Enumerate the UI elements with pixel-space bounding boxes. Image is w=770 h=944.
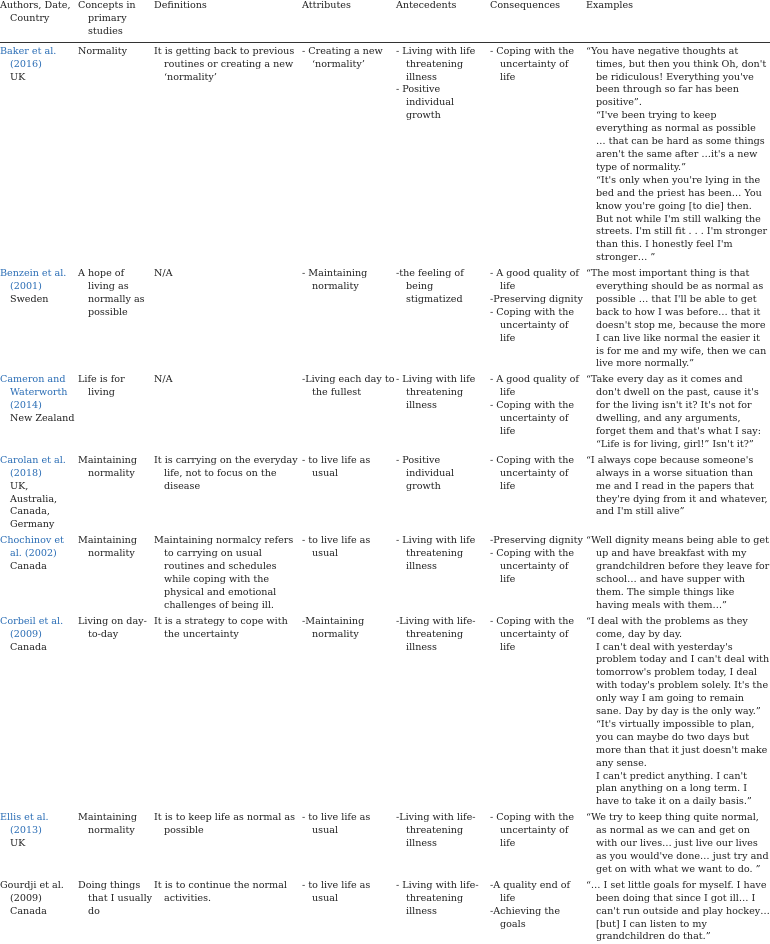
author-country: New Zealand [10,413,75,425]
header-concepts [78,0,154,42]
example-quote: I can't deal with yesterday's problem today and I can't deal with tomorrow's problem today, I deal with today's problem solely. It's the only way I am going to remain sane. Day by day is the only way.” [596,641,770,718]
antecedents-cell [396,452,490,532]
examples-cell [586,371,770,451]
table-header [0,0,770,42]
antecedents-cell [396,371,490,451]
consequence-item: - Coping with the uncertainty of life [490,400,575,437]
example-quote: I can't predict anything. I can't plan anything on a long term. I have to take it on a daily basis.” [596,770,752,808]
author-reference[interactable]: Carolan et al. (2018) [0,454,66,479]
author-reference[interactable]: Ellis et al. (2013) [0,812,49,837]
table-row [0,265,770,371]
table-row [0,532,770,612]
consequence-item: - Coping with the uncertainty of life [490,548,575,585]
examples-cell [586,452,770,532]
table-row [0,613,770,810]
definition-text: N/A [154,374,173,386]
antecedent-item: -Living with life-threatening illness [396,615,476,653]
consequence-item: - Coping with the uncertainty of life [490,615,575,653]
example-quote: “It's virtually impossible to plan, you can maybe do two days but more than that it just doesn't make any sense. [596,718,768,769]
antecedents-cell [396,265,490,371]
definition-text: It is getting back to previous routines or creating a new ‘normality’ [154,45,295,83]
concept-cell [78,42,154,265]
author-reference[interactable]: Benzein et al. (2001) [0,268,67,293]
consequence-item: - A good quality of life [490,268,579,293]
definition-cell [154,452,302,532]
attribute-item: - to live life as usual [302,454,371,479]
attributes-cell [302,613,396,810]
example-quote: “I've been trying to keep everything as normal as possible [596,110,756,135]
author-cell [0,452,78,532]
attribute-item: - to live life as usual [302,879,371,904]
attribute-item: - Creating a new ‘normality’ [302,45,383,70]
consequence-item: - Coping with the uncertainty of life [490,45,575,83]
definition-text: N/A [154,268,173,280]
examples-cell [586,613,770,810]
attribute-item: -Maintaining normality [302,615,365,640]
antecedent-item: - Positive individual growth [396,454,455,492]
antecedent-item: - Living with life threatening illness [396,374,476,412]
example-quote: “We try to keep thing quite normal, as normal as we can and get on with our lives… just live our lives as you would've done… just try and get on with what we want to do. ” [586,812,769,875]
concept-text: Doing things that I usually do [78,879,153,917]
author-country: Canada [10,561,47,573]
table-row [0,809,770,877]
concept-cell [78,613,154,810]
attribute-item: - to live life as usual [302,812,371,837]
author-reference[interactable]: Corbeil et al. (2009) [0,615,64,640]
attribute-item: - Maintaining normality [302,268,368,293]
consequence-item: - Coping with the uncertainty of life [490,454,575,492]
examples-cell [586,42,770,265]
author-country: Canada [10,641,47,653]
author-cell [0,809,78,877]
header-examples-label: Examples [586,0,634,11]
concept-text: Normality [78,45,127,57]
antecedents-cell [396,42,490,265]
consequence-item: -Preserving dignity [490,293,583,305]
header-attributes-label: Attributes [302,0,351,11]
header-authors-label: Authors, Date, Country [0,0,71,24]
table-body [0,42,770,944]
definition-text: Maintaining normalcy refers to carrying on usual routines and schedules while coping with the physical and emotional challenges of being ill. [154,535,294,611]
consequences-cell [490,265,586,371]
consequences-cell [490,452,586,532]
author-cell [0,265,78,371]
header-attributes [302,0,396,42]
antecedent-item: - Living with life threatening illness [396,535,476,573]
attributes-cell [302,265,396,371]
header-antecedents-label: Antecedents [396,0,457,11]
header-definitions-label: Definitions [154,0,207,11]
attributes-cell [302,532,396,612]
consequence-item: -Preserving dignity [490,535,583,547]
concept-text: Maintaining normality [78,535,138,560]
example-quote: “I deal with the problems as they come, day by day. [586,615,748,640]
definition-cell [154,42,302,265]
examples-cell [586,809,770,877]
definition-cell [154,613,302,810]
table-row [0,42,770,265]
header-authors [0,0,78,42]
definition-cell [154,371,302,451]
example-quote: “You have negative thoughts at times, but then you think Oh, don't be ridiculous! Everything you've been through so far has been positive”. [586,45,767,109]
antecedent-item: - Living with life threatening illness [396,45,476,83]
concept-cell [78,809,154,877]
example-quote: “Well dignity means being able to get up and have breakfast with my grandchildren before they leave for school… and have supper with them. The simple things like having meals with them…” [586,535,770,611]
attribute-item: - to live life as usual [302,535,371,560]
consequence-item: -A quality end of life [490,879,571,904]
consequence-item: -Achieving the goals [490,905,561,930]
concept-text: Life is for living [78,374,125,399]
antecedents-cell [396,809,490,877]
definition-text: It is to keep life as normal as possible [154,812,296,837]
definition-text: It is carrying on the everyday life, not to focus on the disease [154,454,298,492]
header-examples [586,0,770,42]
attribute-item: -Living each day to the fullest [302,374,395,399]
author-country: Canada [10,905,47,917]
antecedent-item: -Living with life-threatening illness [396,812,476,850]
attributes-cell [302,809,396,877]
definition-text: It is to continue the normal activities. [154,879,287,904]
example-quote: “Take every day as it comes and don't dwell on the past, cause it's for the living isn't it? It's not for dwelling, and any arguments, forget them and that's what I say: “Life is for living, girl!” Isn't it?” [586,374,761,450]
examples-cell [586,265,770,371]
definition-cell [154,809,302,877]
consequence-item: - A good quality of life [490,374,579,399]
table-row [0,452,770,532]
author-reference[interactable]: Baker et al. (2016) [0,45,57,70]
definition-text: It is a strategy to cope with the uncertainty [154,615,288,640]
antecedent-item: -the feeling of being stigmatized [396,268,464,305]
concept-cell [78,265,154,371]
author-cell [0,371,78,451]
author-country: UK [10,838,26,850]
consequences-cell [490,42,586,265]
example-quote: “The most important thing is that everything should be as normal as possible … that I'll be able to get back to how I was before… that it doesn't stop me, because the more I can live like normal the easier it is for me and my wife, then we can live more normally.” [586,268,767,370]
antecedent-item: - Living with life-threatening illness [396,879,479,917]
concept-cell [78,532,154,612]
header-consequences-label: Consequences [490,0,561,11]
attributes-cell [302,42,396,265]
author-cell [0,532,78,612]
author-country: UK [10,71,26,83]
consequence-item: - Coping with the uncertainty of life [490,812,575,850]
attributes-cell [302,452,396,532]
header-antecedents [396,0,490,42]
header-definitions [154,0,302,42]
examples-cell [586,532,770,612]
header-consequences [490,0,586,42]
concept-text: Living on day-to-day [78,615,147,640]
definition-cell [154,532,302,612]
author-country: Sweden [10,293,49,305]
attributes-cell [302,371,396,451]
concept-text: Maintaining normality [78,454,138,479]
example-quote: … that can be hard as some things aren't the same after …it's a new type of normality.” [596,136,765,173]
table-row [0,371,770,451]
example-quote: “… I set little goals for myself. I have been doing that since I got ill… I can't run outside and play hockey…[but] I can listen to my grandchildren do that.” [586,879,770,943]
concept-cell [78,371,154,451]
author-cell [0,613,78,810]
consequence-item: - Coping with the uncertainty of life [490,306,575,344]
definition-cell [154,265,302,371]
example-quote: “I always cope because someone's always in a worse situation than me and I read in the papers that they're dying from it and whatever, and I'm still alive” [586,454,768,518]
consequences-cell [490,613,586,810]
concept-text: Maintaining normality [78,812,138,837]
author-cell [0,42,78,265]
author-reference[interactable]: Chochinov et al. (2002) [0,535,64,560]
concept-cell [78,452,154,532]
header-concepts-label: Concepts in primary studies [78,0,136,37]
consequences-cell [490,809,586,877]
author-reference[interactable]: Cameron and Waterworth (2014) [0,374,68,412]
antecedents-cell [396,532,490,612]
concept-text: A hope of living as normally as possible [78,268,145,318]
antecedent-item: - Positive individual growth [396,84,455,122]
consequences-cell [490,532,586,612]
author-reference: Gourdji et al. (2009) [0,879,64,904]
consequences-cell [490,371,586,451]
example-quote: “It's only when you're lying in the bed and the priest has been… You know you're going [to die] then. But not while I'm still walking the streets. I'm still fit . . . I'm stronger than this. I honestly feel I'm stronger… ” [596,174,768,264]
author-country: UK, Australia, Canada, Germany [10,480,58,531]
antecedents-cell [396,613,490,810]
